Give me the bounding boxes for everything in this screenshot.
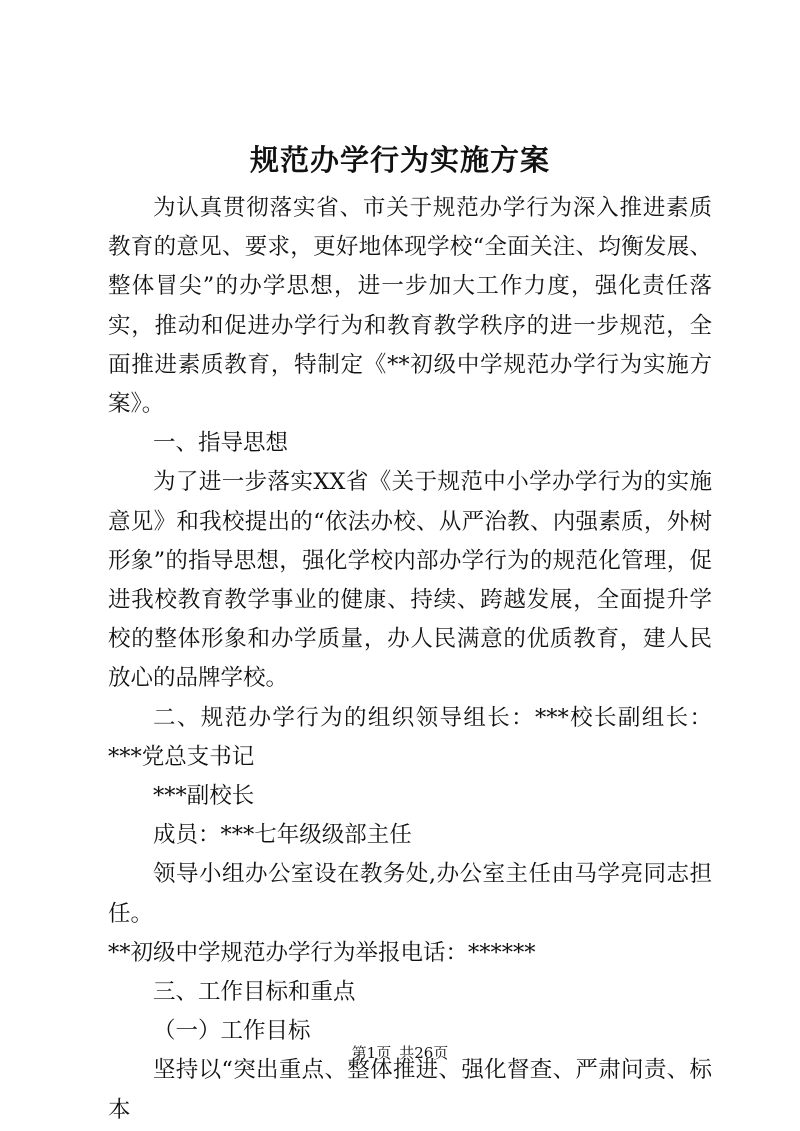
total-pages: 共26页 [399,1044,449,1062]
paragraph-intro: 为认真贯彻落实省、市关于规范办学行为深入推进素质教育的意见、要求，更好地体现学校“全面关注、均衡发展、整体冒尖”的办学思想，进一步加大工作力度，强化责任落实，推动和促进办学行为和教育教学秩序的进一步规范，全面推进素质教育，特制定《**初级中学规范办学行为实施方案》。 [108,195,712,418]
section-heading-leadership: 二、规范办学行为的组织领导组长：***校长副组长：***党总支书记 [108,704,712,770]
paragraph-hotline: **初级中学规范办学行为举报电话：****** [108,939,536,966]
paragraph-vice-principal: ***副校长 [153,783,255,810]
page-footer [0,1043,800,1063]
section-heading-goals: 三、工作目标和重点 [153,979,356,1006]
paragraph-members: 成员：***七年级级部主任 [153,822,412,849]
paragraph-office: 领导小组办公室设在教务处,办公室主任由马学亮同志担任。 [108,861,712,927]
paragraph-goals: 坚持以“突出重点、整体推进、强化督查、严肃问责、标本 [108,1057,712,1123]
section-heading-guiding-ideology: 一、指导思想 [153,430,289,457]
document-title: 规范办学行为实施方案 [249,143,550,177]
page-number: 第1页 [351,1044,392,1062]
paragraph-guiding-ideology: 为了进一步落实XX省《关于规范中小学办学行为的实施意见》和我校提出的“依法办校、从严治教、内强素质，外树形象”的指导思想，强化学校内部办学行为的规范化管理，促进我校教育教学事业的健康、持续、跨越发展，全面提升学校的整体形象和办学质量，办人民满意的优质教育，建人民放心的品牌学校。 [108,469,712,692]
subsection-heading-goals: （一）工作目标 [153,1018,311,1045]
document-body [108,189,712,1130]
